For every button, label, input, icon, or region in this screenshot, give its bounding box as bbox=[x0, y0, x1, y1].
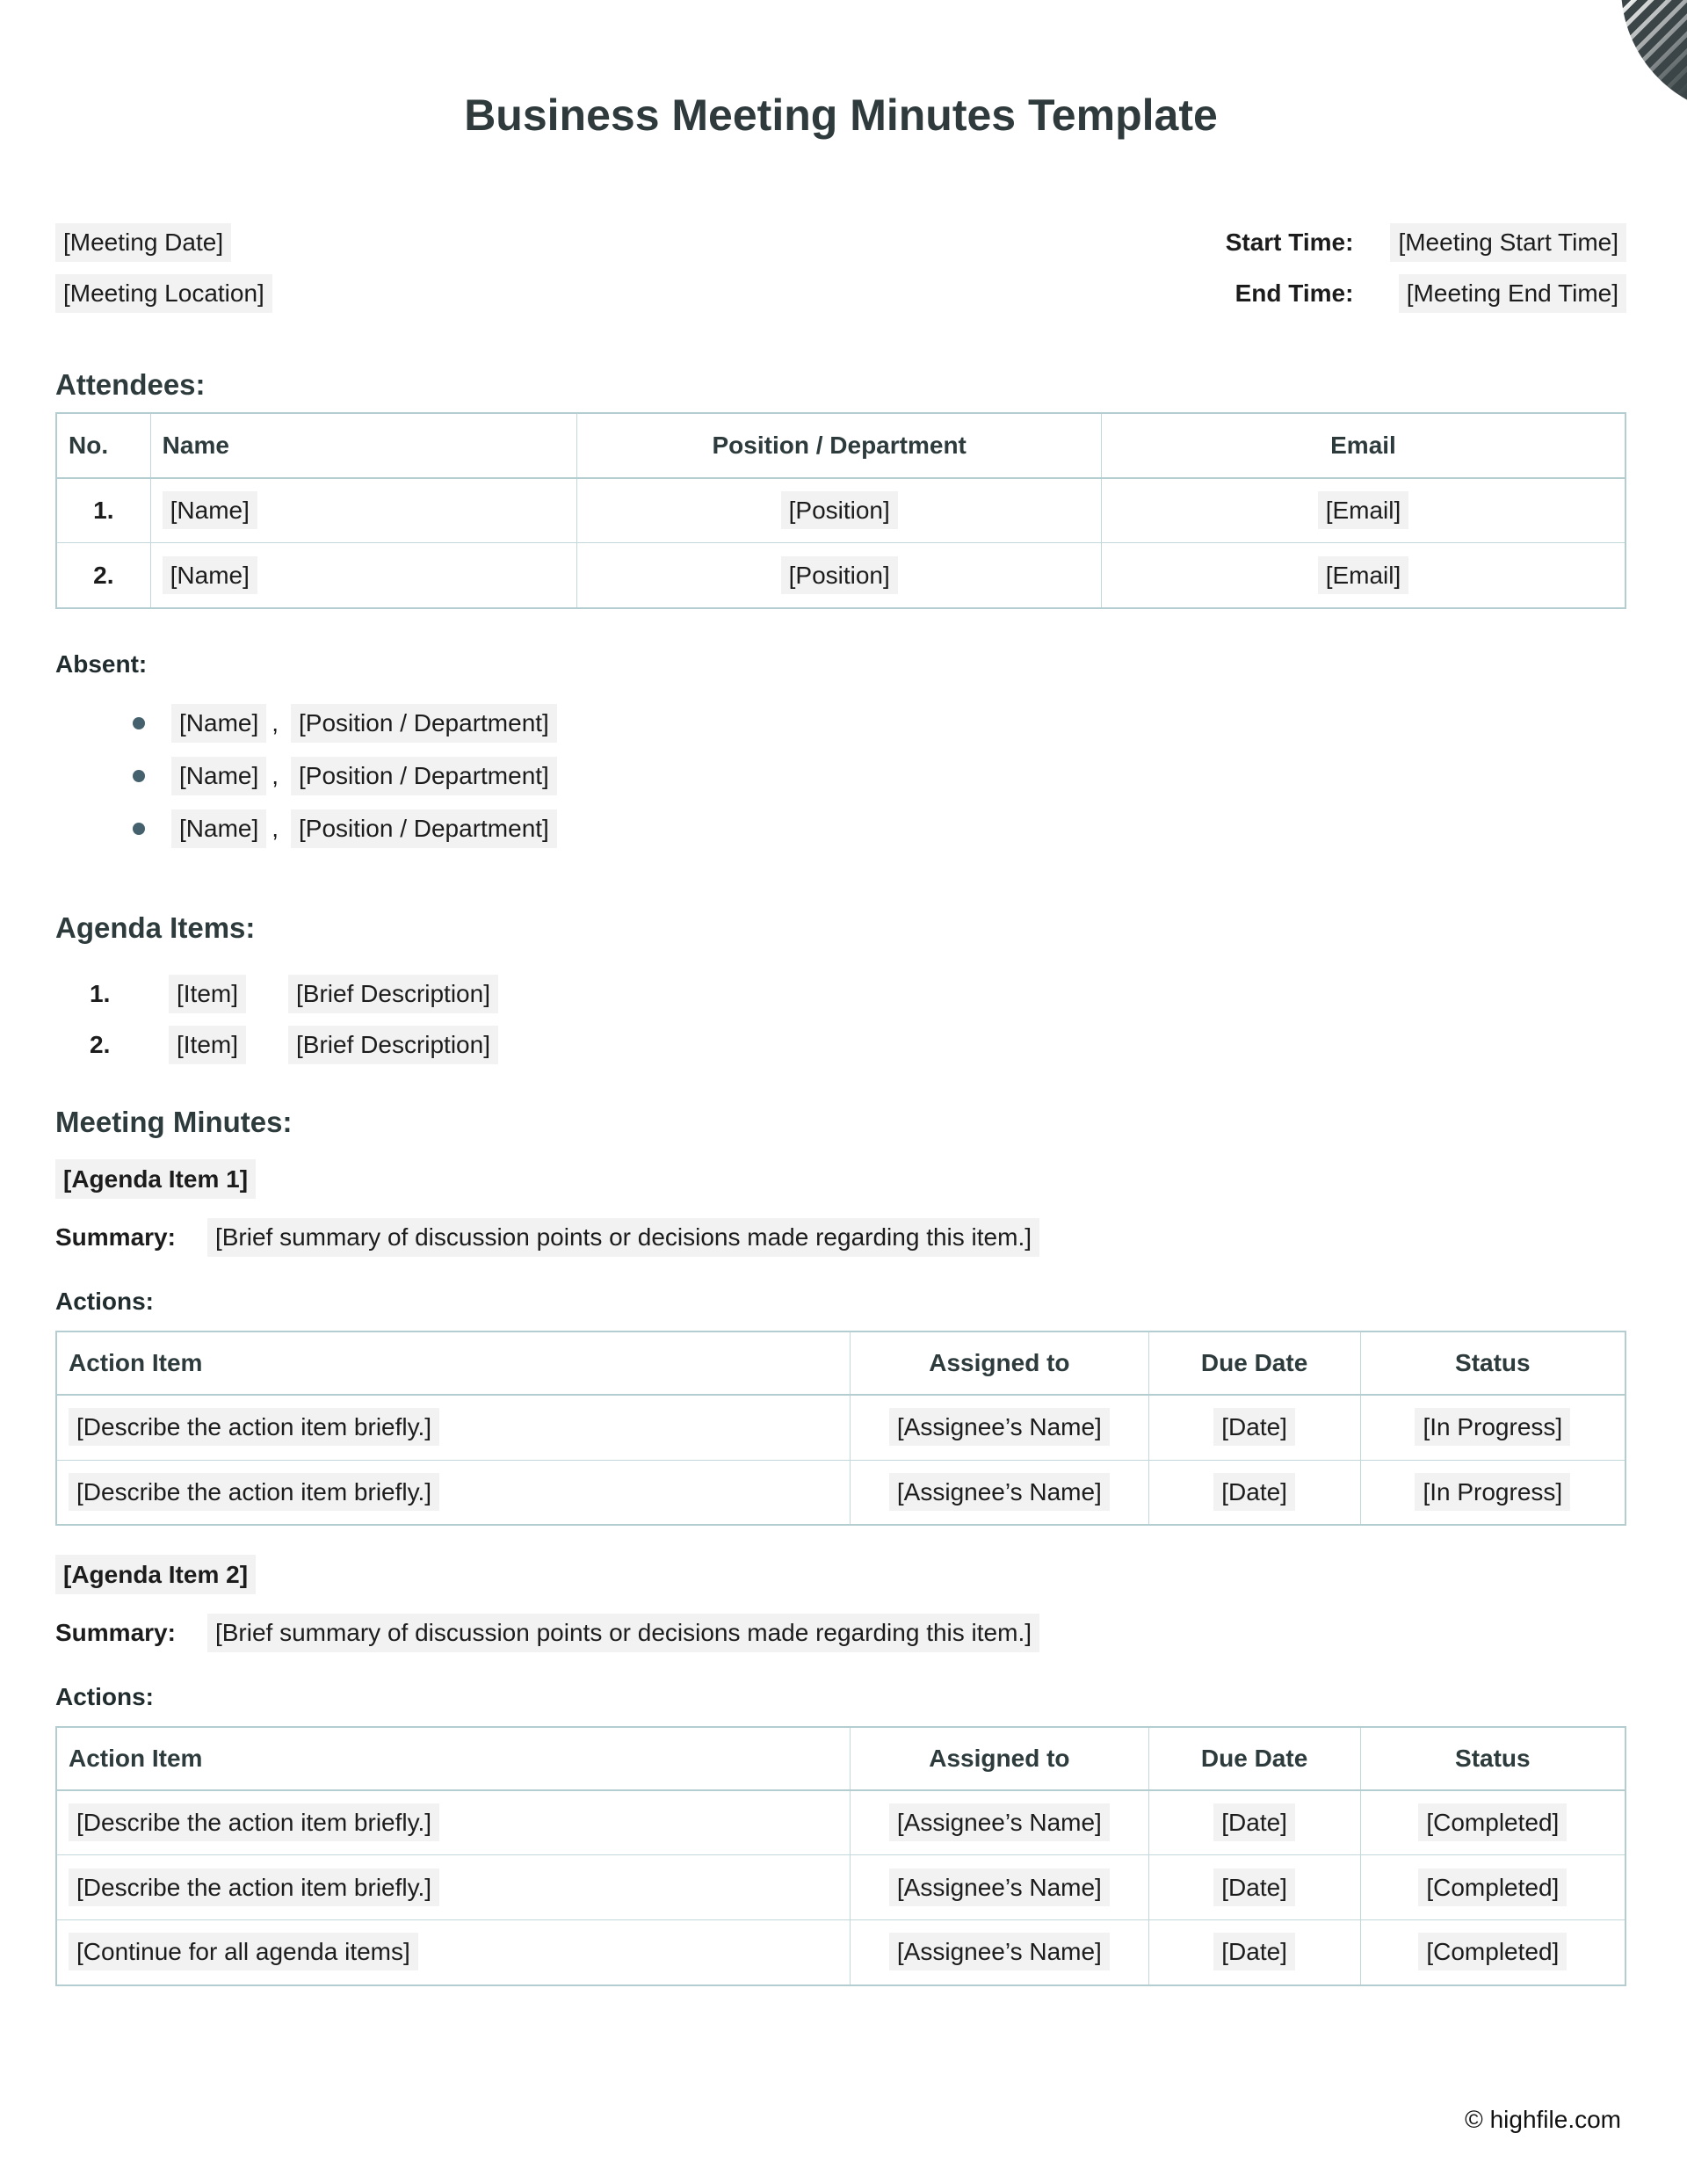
end-time-field[interactable]: [Meeting End Time] bbox=[1399, 274, 1626, 313]
attendee-row bbox=[56, 543, 1625, 608]
attendee-no: 2. bbox=[56, 543, 150, 608]
actions-col-due: Due Date bbox=[1148, 1727, 1360, 1790]
attendee-email-field[interactable]: [Email] bbox=[1318, 556, 1409, 594]
meeting-meta-left bbox=[55, 217, 272, 319]
attendees-col-no: No. bbox=[56, 413, 150, 478]
attendees-col-email: Email bbox=[1101, 413, 1625, 478]
actions-col-action: Action Item bbox=[56, 1727, 851, 1790]
summary-line bbox=[55, 1614, 1626, 1652]
meeting-location-field[interactable]: [Meeting Location] bbox=[55, 274, 272, 313]
due-date-field[interactable]: [Date] bbox=[1213, 1803, 1295, 1841]
actions-col-assignee: Assigned to bbox=[851, 1727, 1148, 1790]
absent-position-field[interactable]: [Position / Department] bbox=[291, 704, 557, 743]
actions-col-action: Action Item bbox=[56, 1331, 851, 1395]
attendee-row bbox=[56, 478, 1625, 543]
attendees-table bbox=[55, 412, 1626, 609]
action-row bbox=[56, 1790, 1625, 1855]
agenda-items-list bbox=[55, 969, 1626, 1070]
actions-col-assignee: Assigned to bbox=[851, 1331, 1148, 1395]
meeting-date-field[interactable]: [Meeting Date] bbox=[55, 223, 231, 262]
absent-separator: , bbox=[272, 761, 279, 789]
attendees-heading: Attendees: bbox=[55, 368, 206, 401]
status-field[interactable]: [In Progress] bbox=[1415, 1473, 1570, 1511]
brand-logo-icon bbox=[1621, 0, 1687, 116]
actions-label: Actions: bbox=[55, 1683, 154, 1710]
absent-name-field[interactable]: [Name] bbox=[171, 757, 266, 795]
absent-name-field[interactable]: [Name] bbox=[171, 809, 266, 848]
action-row bbox=[56, 1855, 1625, 1920]
agenda-item bbox=[55, 1019, 1626, 1070]
end-time-label: End Time: bbox=[1234, 279, 1354, 307]
actions-table-2 bbox=[55, 1726, 1626, 1986]
agenda-item-field[interactable]: [Item] bbox=[169, 1026, 246, 1064]
actions-col-due: Due Date bbox=[1148, 1331, 1360, 1395]
attendee-name-field[interactable]: [Name] bbox=[163, 556, 257, 594]
action-item-field[interactable]: [Describe the action item briefly.] bbox=[69, 1408, 439, 1446]
actions-label: Actions: bbox=[55, 1288, 154, 1316]
attendee-position-field[interactable]: [Position] bbox=[781, 556, 898, 594]
assignee-field[interactable]: [Assignee’s Name] bbox=[889, 1868, 1110, 1906]
action-row bbox=[56, 1460, 1625, 1525]
attendee-no: 1. bbox=[56, 478, 150, 543]
start-time-field[interactable]: [Meeting Start Time] bbox=[1390, 223, 1626, 262]
absent-name-field[interactable]: [Name] bbox=[171, 704, 266, 743]
agenda-item-2-title-field[interactable]: [Agenda Item 2] bbox=[55, 1555, 256, 1594]
due-date-field[interactable]: [Date] bbox=[1213, 1933, 1295, 1970]
status-field[interactable]: [Completed] bbox=[1418, 1868, 1567, 1906]
actions-col-status: Status bbox=[1360, 1331, 1625, 1395]
summary-line bbox=[55, 1218, 1626, 1257]
absent-position-field[interactable]: [Position / Department] bbox=[291, 809, 557, 848]
bullet-icon bbox=[133, 717, 145, 729]
agenda-section-title bbox=[55, 1165, 1626, 1194]
meeting-meta bbox=[55, 217, 1626, 319]
due-date-field[interactable]: [Date] bbox=[1213, 1868, 1295, 1906]
summary-label: Summary: bbox=[55, 1223, 176, 1252]
attendee-name-field[interactable]: [Name] bbox=[163, 491, 257, 529]
action-item-field[interactable]: [Continue for all agenda items] bbox=[69, 1933, 418, 1970]
agenda-item-1-title-field[interactable]: [Agenda Item 1] bbox=[55, 1159, 256, 1199]
actions-col-status: Status bbox=[1360, 1727, 1625, 1790]
assignee-field[interactable]: [Assignee’s Name] bbox=[889, 1803, 1110, 1841]
status-field[interactable]: [Completed] bbox=[1418, 1803, 1567, 1841]
action-item-field[interactable]: [Describe the action item briefly.] bbox=[69, 1868, 439, 1906]
agenda-item bbox=[55, 969, 1626, 1019]
bullet-icon bbox=[133, 823, 145, 835]
bullet-icon bbox=[133, 770, 145, 782]
status-field[interactable]: [In Progress] bbox=[1415, 1408, 1570, 1446]
absent-list bbox=[55, 697, 1626, 855]
action-item-field[interactable]: [Describe the action item briefly.] bbox=[69, 1473, 439, 1511]
agenda-items-heading: Agenda Items: bbox=[55, 911, 256, 944]
assignee-field[interactable]: [Assignee’s Name] bbox=[889, 1933, 1110, 1970]
attendee-position-field[interactable]: [Position] bbox=[781, 491, 898, 529]
actions-table-1 bbox=[55, 1331, 1626, 1526]
attendees-col-name: Name bbox=[150, 413, 577, 478]
actions-header-row bbox=[56, 1331, 1625, 1395]
meeting-meta-right bbox=[1226, 217, 1626, 319]
absent-heading: Absent: bbox=[55, 649, 148, 678]
summary-field[interactable]: [Brief summary of discussion points or decisions made regarding this item.] bbox=[207, 1614, 1039, 1652]
absent-position-field[interactable]: [Position / Department] bbox=[291, 757, 557, 795]
agenda-description-field[interactable]: [Brief Description] bbox=[288, 1026, 498, 1064]
agenda-item-number: 1. bbox=[90, 980, 111, 1008]
assignee-field[interactable]: [Assignee’s Name] bbox=[889, 1408, 1110, 1446]
absent-separator: , bbox=[272, 708, 279, 736]
agenda-item-number: 2. bbox=[90, 1031, 111, 1059]
copyright-footer: © highfile.com bbox=[1465, 2106, 1621, 2133]
attendees-header-row bbox=[56, 413, 1625, 478]
actions-header-row bbox=[56, 1727, 1625, 1790]
absent-item bbox=[55, 802, 1626, 855]
action-item-field[interactable]: [Describe the action item briefly.] bbox=[69, 1803, 439, 1841]
action-row bbox=[56, 1920, 1625, 1985]
absent-item bbox=[55, 697, 1626, 750]
action-row bbox=[56, 1395, 1625, 1460]
summary-field[interactable]: [Brief summary of discussion points or decisions made regarding this item.] bbox=[207, 1218, 1039, 1257]
agenda-description-field[interactable]: [Brief Description] bbox=[288, 975, 498, 1013]
status-field[interactable]: [Completed] bbox=[1418, 1933, 1567, 1970]
agenda-section-title bbox=[55, 1561, 1626, 1589]
summary-label: Summary: bbox=[55, 1619, 176, 1646]
attendee-email-field[interactable]: [Email] bbox=[1318, 491, 1409, 529]
agenda-item-field[interactable]: [Item] bbox=[169, 975, 246, 1013]
assignee-field[interactable]: [Assignee’s Name] bbox=[889, 1473, 1110, 1511]
absent-separator: , bbox=[272, 814, 279, 842]
start-time-label: Start Time: bbox=[1225, 229, 1354, 256]
due-date-field[interactable]: [Date] bbox=[1213, 1473, 1295, 1511]
meeting-minutes-heading: Meeting Minutes: bbox=[55, 1106, 293, 1139]
page-title: Business Meeting Minutes Template bbox=[464, 91, 1218, 140]
absent-item bbox=[55, 750, 1626, 802]
due-date-field[interactable]: [Date] bbox=[1213, 1408, 1295, 1446]
attendees-col-position: Position / Department bbox=[577, 413, 1102, 478]
